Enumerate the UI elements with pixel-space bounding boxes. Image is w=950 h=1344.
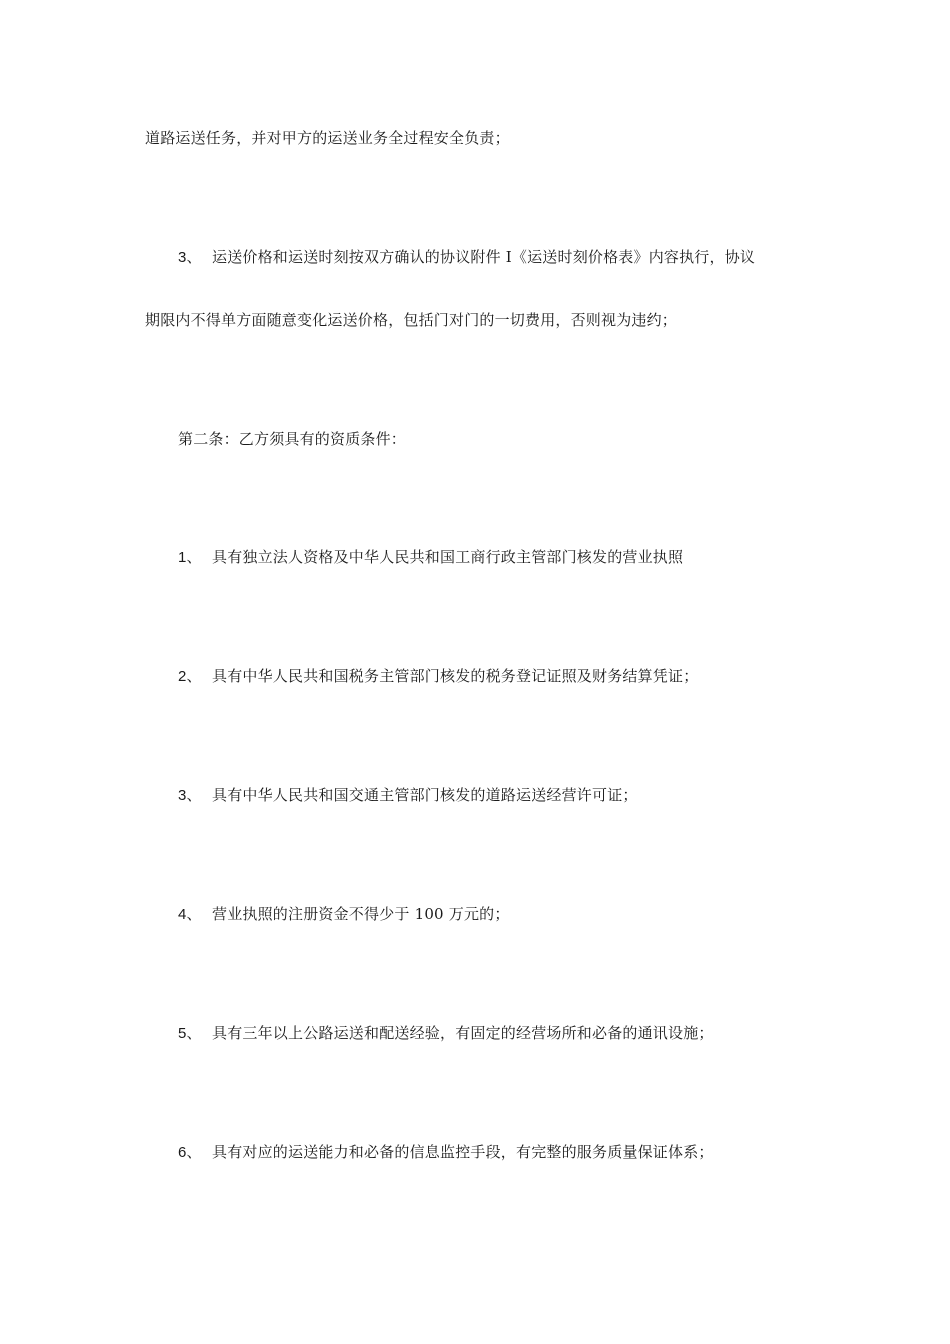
- list-item-text: 具有中华人民共和国税务主管部门核发的税务登记证照及财务结算凭证；: [212, 667, 699, 685]
- clause-3-line-1: [178, 247, 848, 268]
- clause-3-line-2: [145, 310, 815, 330]
- list-item-number: 3、: [178, 787, 202, 804]
- clause-3-number: 3、: [178, 249, 202, 266]
- clause-3-text-line-2: 期限内不得单方面随意变化运送价格，包括门对门的一切费用，否则视为违约；: [145, 311, 678, 329]
- list-item-text: 具有三年以上公路运送和配送经验，有固定的经营场所和必备的通讯设施；: [212, 1024, 714, 1042]
- continuation-line: [145, 128, 815, 148]
- list-item: [178, 1023, 848, 1044]
- list-item-number: 1、: [178, 549, 202, 566]
- list-item-number: 4、: [178, 906, 202, 923]
- list-item: [178, 666, 848, 687]
- list-item-number: 6、: [178, 1144, 202, 1161]
- article-2-heading-text: 第二条：乙方须具有的资质条件：: [178, 430, 407, 448]
- list-item-text: 具有对应的运送能力和必备的信息监控手段，有完整的服务质量保证体系；: [212, 1143, 714, 1161]
- list-item: [178, 904, 848, 925]
- list-item-number: 2、: [178, 668, 202, 685]
- list-item-text: 具有独立法人资格及中华人民共和国工商行政主管部门核发的营业执照: [212, 548, 684, 566]
- list-item-number: 5、: [178, 1025, 202, 1042]
- continuation-text: 道路运送任务，并对甲方的运送业务全过程安全负责；: [145, 129, 510, 147]
- list-item: [178, 785, 848, 806]
- list-item: [178, 1142, 848, 1163]
- list-item-text: 具有中华人民共和国交通主管部门核发的道路运送经营许可证；: [212, 786, 638, 804]
- clause-3-text-line-1: 运送价格和运送时刻按双方确认的协议附件 I《运送时刻价格表》内容执行，协议: [212, 248, 756, 266]
- list-item-text: 营业执照的注册资金不得少于 100 万元的；: [212, 905, 510, 923]
- article-2-heading: [178, 429, 848, 449]
- list-item: [178, 547, 848, 568]
